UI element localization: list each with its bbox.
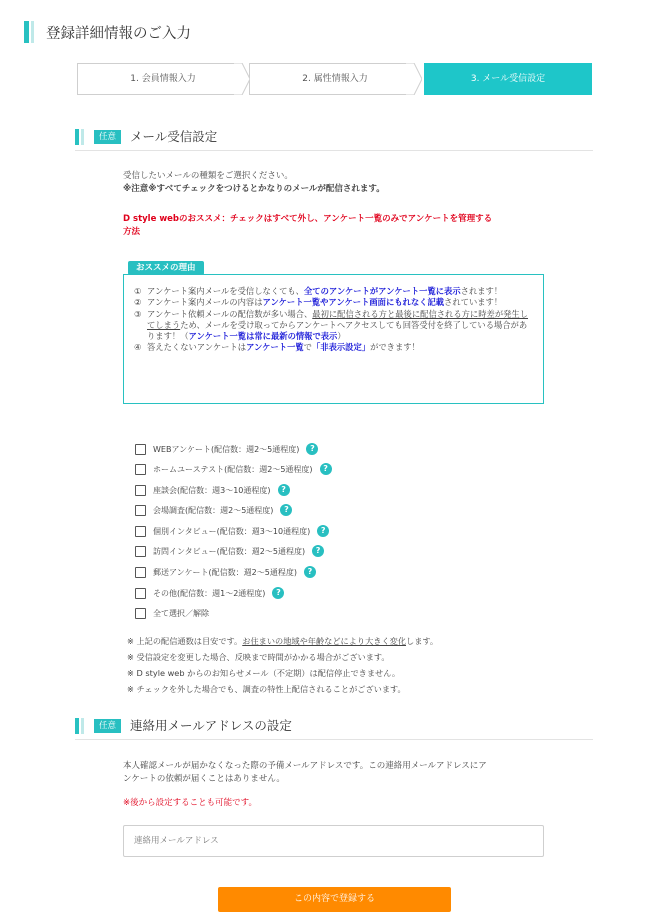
divider xyxy=(75,739,593,740)
section-title: 連絡用メールアドレスの設定 xyxy=(130,718,292,733)
progress-steps xyxy=(77,63,592,95)
divider xyxy=(75,150,593,151)
step-attribute-info xyxy=(249,63,421,95)
help-icon[interactable]: ? xyxy=(278,484,290,496)
checkbox-row-individual-interview[interactable] xyxy=(135,523,329,539)
notes xyxy=(127,633,438,697)
checkbox-label: 座談会(配信数：週3～10通程度) xyxy=(153,485,271,495)
checkbox-label: 訪問インタビュー(配信数：週2～5通程度) xyxy=(153,546,306,556)
checkbox-row-home-use-test[interactable] xyxy=(135,461,332,477)
checkbox-label: その他(配信数：週1～2通程度) xyxy=(153,588,266,598)
step-label: 3. メール受信設定 xyxy=(470,74,546,84)
help-icon[interactable]: ? xyxy=(272,587,284,599)
help-icon[interactable]: ? xyxy=(306,443,318,455)
optional-badge: 任意 xyxy=(94,130,121,144)
header-accent-bar xyxy=(24,21,29,43)
contact-description: 本人確認メールが届かなくなった際の予備メールアドレスです。この連絡用メールアドレスにア ンケートの依頼が届くことはありません。 xyxy=(123,761,487,784)
checkbox-label: 個別インタビュー(配信数：週3～10通程度) xyxy=(153,526,311,536)
checkbox[interactable] xyxy=(135,546,146,557)
checkbox-label: 会場調査(配信数：週2～5通程度) xyxy=(153,505,274,515)
checkbox[interactable] xyxy=(135,567,146,578)
checkbox-label: WEBアンケート(配信数：週2～5通程度) xyxy=(153,444,300,454)
note: ※ D style web からのお知らせメール（不定期）は配信停止できません。 xyxy=(127,668,401,678)
reason-list xyxy=(134,286,534,354)
checkbox[interactable] xyxy=(135,485,146,496)
checkbox[interactable] xyxy=(135,526,146,537)
note: ※ チェックを外した場合でも、調査の特性上配信されることがございます。 xyxy=(127,684,406,694)
contact-email-input[interactable] xyxy=(123,825,544,857)
checkbox-row-visit-interview[interactable] xyxy=(135,543,324,559)
help-icon[interactable]: ? xyxy=(312,545,324,557)
step-label: 1. 会員情報入力 xyxy=(130,74,196,84)
mail-settings-heading xyxy=(75,127,593,151)
checkbox-label: 全て選択／解除 xyxy=(153,608,209,618)
checkbox[interactable] xyxy=(135,588,146,599)
header-accent-bar-light xyxy=(31,21,34,43)
checkbox[interactable] xyxy=(135,444,146,455)
reason-box-tab: おススメの理由 xyxy=(128,261,204,275)
checkbox-label: ホームユーステスト(配信数：週2～5通程度) xyxy=(153,464,313,474)
checkbox[interactable] xyxy=(135,608,146,619)
help-icon[interactable]: ? xyxy=(320,463,332,475)
step-chevron-icon xyxy=(234,63,250,95)
page-title: 登録詳細情報のご入力 xyxy=(46,26,191,42)
checkbox[interactable] xyxy=(135,464,146,475)
submit-button[interactable]: この内容で登録する xyxy=(218,887,451,912)
step-chevron-icon xyxy=(406,63,422,95)
reason-item: ④ 答えたくないアンケートはアンケート一覧で「非表示設定」ができます！ xyxy=(134,342,420,353)
step-label: 2. 属性情報入力 xyxy=(302,74,368,84)
checkbox-row-other[interactable] xyxy=(135,585,284,601)
section-title: メール受信設定 xyxy=(130,129,218,144)
checkbox-row-mail-survey[interactable] xyxy=(135,564,316,580)
step-member-info xyxy=(77,63,249,95)
recommendation-text: D style webのおススメ：チェックはすべて外し、アンケート一覧のみでアンケートを管理する 方法 xyxy=(123,214,493,237)
help-icon[interactable]: ? xyxy=(304,566,316,578)
step-mail-settings xyxy=(424,63,592,95)
checkbox-label: 郵送アンケート(配信数：週2～5通程度) xyxy=(153,567,297,577)
reason-item: ② アンケート案内メールの内容はアンケート一覧やアンケート画面にもれなく記載されています！ xyxy=(134,297,503,308)
later-note: ※後から設定することも可能です。 xyxy=(123,798,257,808)
checkbox-row-web-survey[interactable] xyxy=(135,441,318,457)
optional-badge: 任意 xyxy=(94,719,121,733)
note: ※ 受信設定を変更した場合、反映まで時間がかかる場合がございます。 xyxy=(127,652,390,662)
checkbox-row-round-table[interactable] xyxy=(135,482,290,498)
checkbox-row-venue-survey[interactable] xyxy=(135,502,292,518)
mail-intro: 受信したいメールの種類をご選択ください。 ※注意※すべてチェックをつけるとかなりのメールが配信されます。 xyxy=(123,171,385,194)
help-icon[interactable]: ? xyxy=(280,504,292,516)
page-header xyxy=(0,20,650,44)
checkbox-row-select-all[interactable] xyxy=(135,605,209,621)
help-icon[interactable]: ? xyxy=(317,525,329,537)
note: ※ 上記の配信通数は目安です。お住まいの地域や年齢などにより大きく変化します。 xyxy=(127,636,439,646)
contact-email-heading xyxy=(75,716,593,740)
reason-item: ① アンケート案内メールを受信しなくても、全てのアンケートがアンケート一覧に表示されます！ xyxy=(134,286,503,296)
reason-box xyxy=(123,274,544,404)
checkbox[interactable] xyxy=(135,505,146,516)
reason-item: ③ アンケート依頼メールの配信数が多い場合、最初に配信される方と最後に配信される方に時差が発生してしまうため、メールを受け取ってからアンケートへアクセスしても回答受付を終了している場合があります！（アンケート一覧は常に最新の情報で表示） xyxy=(134,308,529,342)
